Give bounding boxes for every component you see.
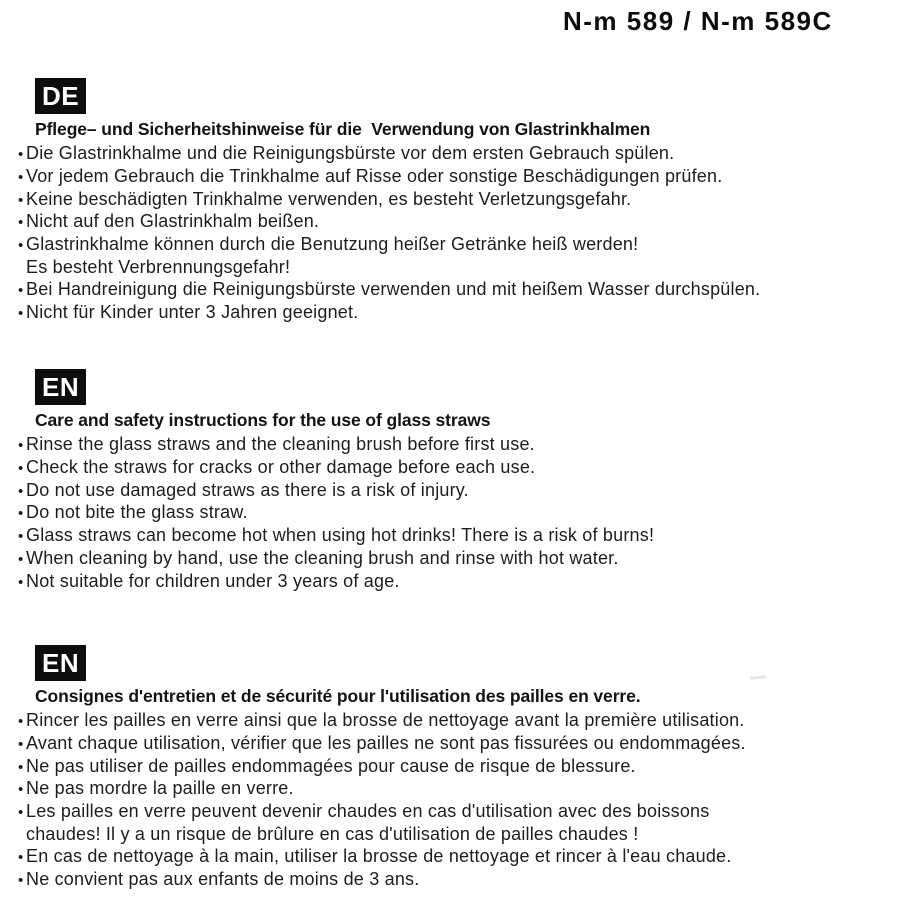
instruction-line: [18, 502, 902, 525]
bullet-marker: •: [18, 573, 24, 591]
bullet-marker: •: [18, 758, 24, 776]
instruction-text: Bei Handreinigung die Reinigungsbürste verwenden und mit heißem Wasser durchspülen.: [26, 278, 761, 299]
section-german: [18, 78, 902, 324]
instruction-text: Es besteht Verbrennungsgefahr!: [26, 256, 291, 277]
instruction-text: Do not bite the glass straw.: [26, 502, 248, 523]
instruction-text: Les pailles en verre peuvent devenir chaudes en cas d'utilisation avec des boissons: [26, 801, 710, 822]
instruction-text: Rincer les pailles en verre ainsi que la brosse de nettoyage avant la première utilisation.: [26, 710, 745, 730]
language-badge-de: DE: [35, 78, 86, 114]
instruction-text: When cleaning by hand, use the cleaning brush and rinse with hot water.: [26, 547, 619, 568]
instruction-line: [18, 143, 902, 166]
instruction-text: Nicht auf den Glastrinkhalm beißen.: [26, 211, 320, 232]
instruction-text: Keine beschädigten Trinkhalme verwenden, es besteht Verletzungsgefahr.: [26, 188, 632, 209]
instruction-text: Ne pas mordre la paille en verre.: [26, 778, 294, 799]
instruction-line: [18, 480, 902, 503]
bullet-marker: •: [18, 459, 24, 477]
instruction-line: [18, 710, 902, 733]
instruction-line: [18, 234, 902, 257]
instruction-line: [18, 778, 902, 801]
instruction-text: Not suitable for children under 3 years of age.: [26, 570, 400, 591]
instruction-line: [18, 869, 902, 892]
instruction-text: Nicht für Kinder unter 3 Jahren geeignet.: [26, 301, 359, 322]
instruction-text: Rinse the glass straws and the cleaning brush before first use.: [26, 434, 535, 454]
bullet-marker: •: [18, 304, 24, 322]
bullet-marker: •: [18, 191, 24, 209]
instruction-text: Glass straws can become hot when using hot drinks! There is a risk of burns!: [26, 525, 655, 546]
instruction-text: En cas de nettoyage à la main, utiliser la brosse de nettoyage et rincer à l'eau chaude.: [26, 845, 732, 866]
instruction-line: [18, 302, 902, 325]
instruction-line: [18, 434, 902, 457]
bullet-marker: •: [18, 550, 24, 568]
instruction-line: [18, 801, 902, 824]
bullet-marker: •: [18, 482, 24, 500]
bullet-marker: •: [18, 781, 24, 799]
bullet-marker: •: [18, 528, 24, 546]
bullet-marker: •: [18, 437, 24, 454]
bullet-marker: •: [18, 871, 24, 889]
instruction-line: [18, 279, 902, 302]
instruction-line: [18, 211, 902, 234]
instruction-text: Ne convient pas aux enfants de moins de 3 ans.: [26, 868, 420, 889]
section-french: [18, 645, 902, 891]
instruction-text: Glastrinkhalme können durch die Benutzung heißer Getränke heiß werden!: [26, 234, 639, 255]
bullet-marker: •: [18, 146, 24, 163]
instruction-line: [18, 457, 902, 480]
instruction-list-german: [18, 143, 902, 324]
instruction-text: chaudes! Il y a un risque de brûlure en cas d'utilisation de pailles chaudes !: [26, 823, 639, 844]
section-heading-german: Pflege– und Sicherheitshinweise für die Verwendung von Glastrinkhalmen: [35, 119, 651, 139]
bullet-marker: •: [18, 237, 24, 255]
language-badge-en: EN: [35, 369, 86, 405]
instruction-list-french: [18, 710, 902, 891]
bullet-marker: •: [18, 505, 24, 523]
instruction-text: Do not use damaged straws as there is a risk of injury.: [26, 479, 469, 500]
instruction-line: [18, 548, 902, 571]
section-heading-english: Care and safety instructions for the use of glass straws: [35, 410, 491, 430]
instruction-list-english: [18, 434, 902, 594]
instruction-line: [18, 525, 902, 548]
instruction-line: [18, 166, 902, 189]
instruction-text: Avant chaque utilisation, vérifier que les pailles ne sont pas fissurées ou endommagées.: [26, 732, 746, 753]
bullet-marker: •: [18, 214, 24, 232]
instruction-continuation-line: [18, 257, 902, 279]
language-badge-fr: EN: [35, 645, 86, 681]
instruction-line: [18, 733, 902, 756]
instruction-line: [18, 846, 902, 869]
section-heading-french: Consignes d'entretien et de sécurité pour l'utilisation des pailles en verre.: [35, 686, 641, 706]
instruction-line: [18, 756, 902, 779]
instruction-line: [18, 571, 902, 594]
instruction-text: Vor jedem Gebrauch die Trinkhalme auf Risse oder sonstige Beschädigungen prüfen.: [26, 165, 723, 186]
instruction-text: Check the straws for cracks or other damage before each use.: [26, 456, 536, 477]
bullet-marker: •: [18, 713, 24, 730]
instruction-text: Die Glastrinkhalme und die Reinigungsbürste vor dem ersten Gebrauch spülen.: [26, 143, 675, 163]
section-english: [18, 369, 902, 594]
instruction-line: [18, 189, 902, 212]
bullet-marker: •: [18, 735, 24, 753]
bullet-marker: •: [18, 848, 24, 866]
instruction-continuation-line: [18, 824, 902, 846]
product-model-title: N-m 589 / N-m 589C: [563, 6, 833, 36]
bullet-marker: •: [18, 281, 24, 299]
instruction-text: Ne pas utiliser de pailles endommagées pour cause de risque de blessure.: [26, 755, 636, 776]
bullet-marker: •: [18, 168, 24, 186]
bullet-marker: •: [18, 804, 24, 822]
